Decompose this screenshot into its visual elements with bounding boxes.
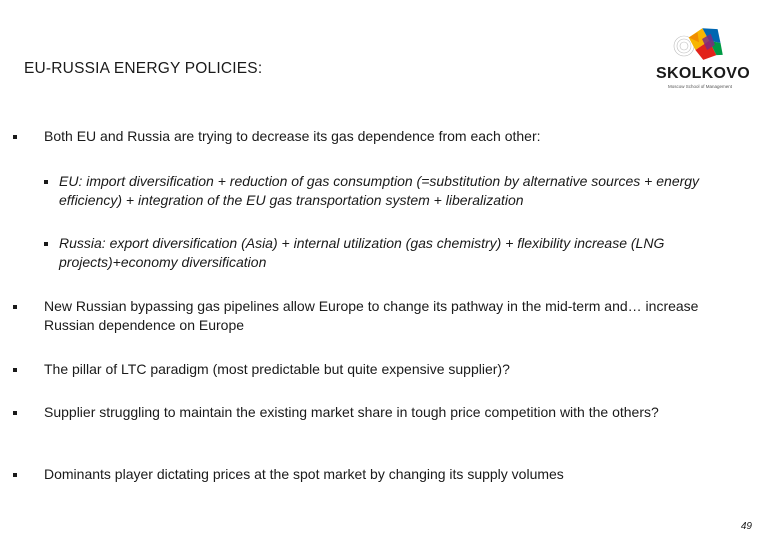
bullet-text: The pillar of LTC paradigm (most predictable but quite expensive supplier)?: [44, 361, 510, 377]
bullet-item: [44, 127, 744, 146]
bullet-text: Supplier struggling to maintain the existing market share in tough price competition with the others?: [44, 404, 659, 420]
bullet-item: [44, 360, 744, 379]
skolkovo-emblem-icon: [672, 22, 730, 66]
sub-bullet-item: [59, 234, 749, 272]
bullet-text: Dominants player dictating prices at the spot market by changing its supply volumes: [44, 466, 564, 482]
bullet-text: Both EU and Russia are trying to decrease its gas dependence from each other:: [44, 128, 541, 144]
logo-tagline: Moscow School of Management: [668, 84, 733, 89]
bullet-marker: [13, 305, 17, 309]
slide-title: EU-RUSSIA ENERGY POLICIES:: [24, 60, 263, 77]
bullet-text: EU: import diversification + reduction of gas consumption (=substitution by alternative sources + energy efficiency) + integration of the EU gas transportation system + liberalization: [59, 173, 700, 208]
sub-bullet-item: [59, 172, 749, 210]
bullet-item: [44, 297, 744, 335]
bullet-marker: [13, 411, 17, 415]
bullet-text: Russia: export diversification (Asia) + internal utilization (gas chemistry) + flexibility increase (LNG projects)+economy diversification: [59, 235, 665, 270]
bullet-marker: [44, 180, 48, 184]
bullet-marker: [44, 242, 48, 246]
bullet-marker: [13, 473, 17, 477]
page-number: 49: [740, 521, 752, 532]
bullet-marker: [13, 368, 17, 372]
bullet-marker: [13, 135, 17, 139]
logo-wordmark: SKOLKOVO: [656, 65, 750, 82]
bullet-item: [44, 403, 744, 422]
bullet-text: New Russian bypassing gas pipelines allow Europe to change its pathway in the mid-term and… increase Russian dependence on Europe: [44, 298, 699, 333]
skolkovo-logo: [640, 22, 760, 92]
bullet-item: [44, 465, 744, 484]
